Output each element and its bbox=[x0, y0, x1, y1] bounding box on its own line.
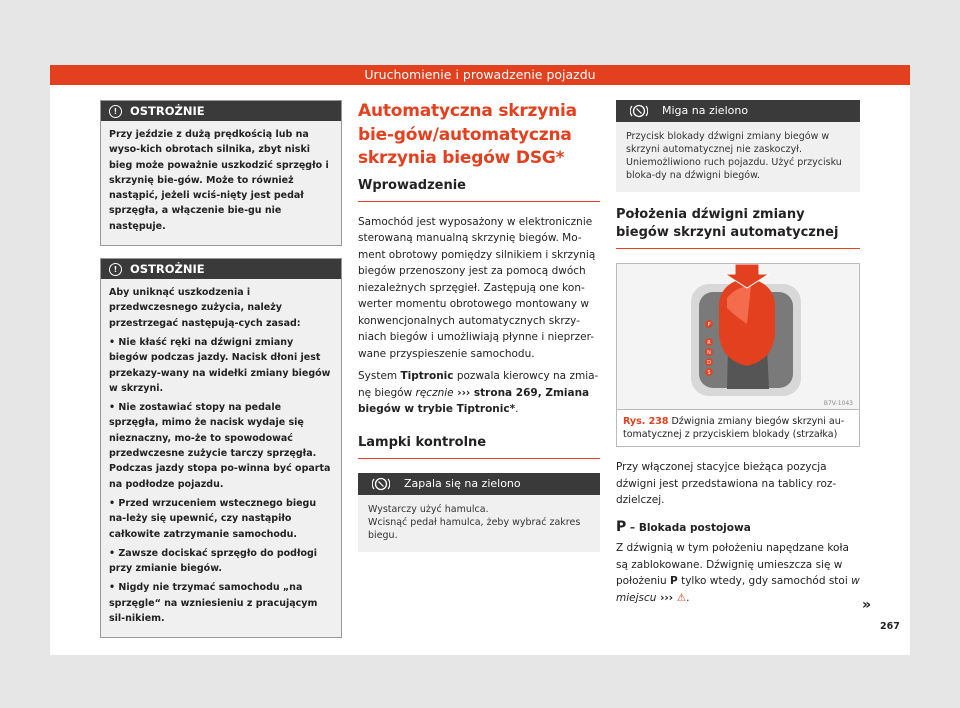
continue-marker: » bbox=[862, 597, 872, 613]
caution-bullet: • Nie zostawiać stopy na pedale sprzęgła, mimo że nacisk wydaje się nieznaczny, mo-że to spowodować przedwczesne zużycie tarczy sprzęgła. Podczas jazdy stopa po-winna być oparta na podłodze pojazdu. bbox=[109, 402, 331, 490]
caution-text: Przy jeździe z dużą prędkością lub na wyso-kich obrotach silnika, zbyt niski bieg może poważnie uszkodzić sprzęgło i skrzynię bie-gów. Może to również nastąpić, jeżeli wciś-nięty jest pedał sprzęgła, a włączenie bie-gu nie następuje. bbox=[109, 129, 329, 232]
caution-bullet: • Nigdy nie trzymać samochodu „na sprzęgle“ na wzniesieniu z pracującym sil-nikiem. bbox=[109, 582, 318, 625]
page-number: 267 bbox=[880, 621, 900, 632]
lamp-label: Miga na zielono bbox=[662, 104, 749, 117]
caution-box-2 bbox=[100, 258, 342, 638]
caution-bullet: • Przed wrzuceniem wstecznego biegu na-leży się upewnić, czy nastąpiło całkowite zatrzymanie samochodu. bbox=[109, 497, 317, 540]
lamps-heading: Lampki kontrolne bbox=[358, 434, 600, 459]
figure-code: B7V-1043 bbox=[823, 400, 853, 407]
position-paragraph: Przy włączonej stacyjce bieżąca pozycja dźwigni jest przedstawiona na tablicy roz-dzielczej. bbox=[616, 461, 837, 506]
lamp-label: Zapala się na zielono bbox=[404, 476, 521, 490]
park-heading: P – Blokada postojowa bbox=[616, 518, 751, 535]
tiptronic-paragraph: System Tiptronic pozwala kierowcy na zmia-nę biegów ręcznie ››› strona 269, Zmiana biegów w trybie Tiptronic*. bbox=[358, 370, 599, 415]
park-paragraph: Z dźwignią w tym położeniu napędzane koła są zablokowane. Dźwignię umieszcza się w położeniu P tylko wtedy, gdy samochód stoi w miejscu ››› ⚠. bbox=[616, 542, 860, 604]
caution-title: OSTROŻNIE bbox=[130, 104, 205, 118]
svg-text:R: R bbox=[707, 340, 711, 346]
caution-box-1 bbox=[100, 100, 342, 246]
brake-pedal-lamp-icon bbox=[616, 104, 662, 118]
gear-lever-illustration bbox=[617, 264, 859, 409]
brake-pedal-lamp-icon bbox=[358, 477, 404, 491]
svg-text:D: D bbox=[707, 360, 711, 366]
caution-bullet: • Zawsze dociskać sprzęgło do podłogi przy zmianie biegów. bbox=[109, 547, 318, 575]
warning-triangle-icon: ⚠ bbox=[676, 591, 687, 604]
caution-icon: ! bbox=[109, 105, 122, 118]
lamp-box-blink: Miga na zielono Przycisk blokady dźwigni zmiany biegów w skrzyni automatycznej nie zaskoczył. Uniemożliwiono ruch pojazdu. Użyć przycisku bloka-dy na dźwigni biegów. bbox=[616, 100, 860, 192]
subsection-title: Wprowadzenie bbox=[358, 177, 600, 202]
figure-caption: Rys. 238 Dźwignia zmiany biegów skrzyni au-tomatycznej z przyciskiem blokady (strzałka) bbox=[616, 410, 860, 447]
caution-bullet: • Nie kłaść ręki na dźwigni zmiany biegów podczas jazdy. Nacisk dłoni jest przekazy-wany na widełki zmiany biegów w skrzyni. bbox=[109, 336, 331, 394]
caution-text: Aby uniknąć uszkodzenia i przedwczesnego zużycia, należy przestrzegać następują-cych zasad: bbox=[109, 287, 301, 329]
section-title: Automatyczna skrzynia bie-gów/automatyczna skrzynia biegów DSG* bbox=[358, 101, 577, 168]
tiptronic-link[interactable]: ››› strona 269, Zmiana biegów w trybie Tiptronic* bbox=[358, 386, 590, 415]
lamp-box-green: Zapala się na zielono Wystarczy użyć hamulca. Wcisnąć pedał hamulca, żeby wybrać zakres biegu. bbox=[358, 473, 600, 552]
svg-text:S: S bbox=[707, 370, 711, 376]
page-header: Uruchomienie i prowadzenie pojazdu bbox=[50, 65, 910, 85]
svg-text:N: N bbox=[707, 350, 711, 356]
gear-lever-figure bbox=[616, 263, 860, 410]
caution-icon: ! bbox=[109, 263, 122, 276]
intro-paragraph: Samochód jest wyposażony w elektronicznie sterowaną manualną skrzynię biegów. Mo-ment obrotowy pomiędzy silnikiem i skrzynią biegów przenoszony jest za pomocą dwóch niezależnych sprzęgieł. Zastępują one kon-werter momentu obrotowego montowany w konwencjonalnych automatycznych skrzy-niach biegów i umożliwiają płynne i nieprzer-wane przyspieszenie samochodu. bbox=[358, 215, 596, 360]
gear-positions-heading: Położenia dźwigni zmiany biegów skrzyni automatycznej bbox=[616, 206, 860, 249]
column-left bbox=[100, 100, 342, 650]
column-middle bbox=[358, 100, 600, 552]
svg-text:P: P bbox=[707, 322, 711, 328]
column-right bbox=[616, 100, 860, 606]
caution-title: OSTROŻNIE bbox=[130, 262, 205, 277]
